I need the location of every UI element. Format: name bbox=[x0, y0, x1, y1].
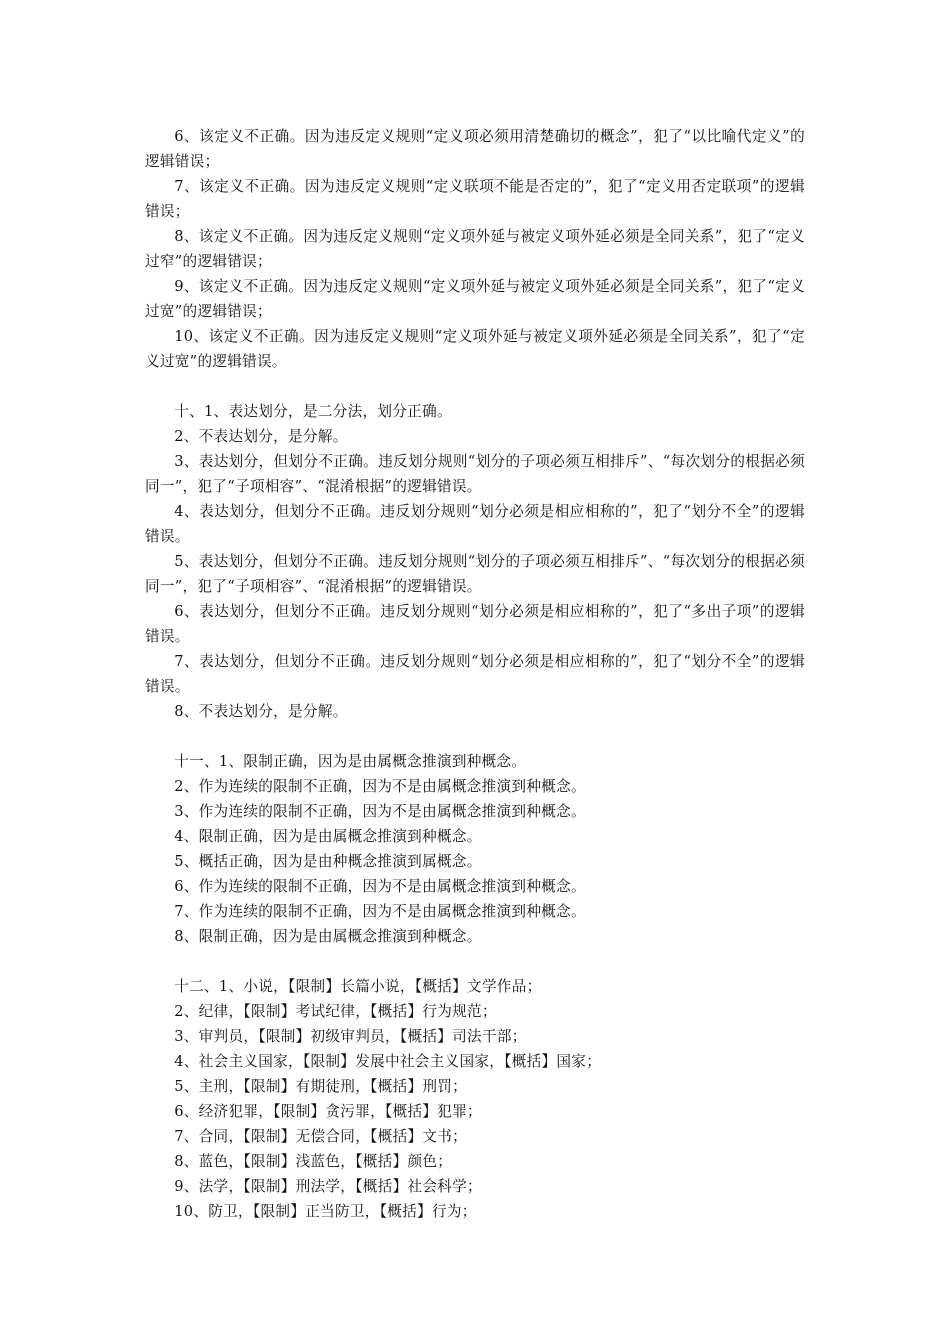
paragraph: 3、审判员，【限制】初级审判员，【概括】司法干部； bbox=[174, 1028, 527, 1045]
paragraph: 9、该定义不正确。因为违反定义规则“定义项外延与被定义项外延必须是全同关系”，犯了“定义过宽”的逻辑错误； bbox=[145, 278, 805, 320]
section-spacer bbox=[145, 949, 805, 974]
section-heading-paragraph: 十一、1、限制正确，因为是由属概念推演到种概念。 bbox=[174, 753, 527, 770]
section-heading-paragraph: 十二、1、小说，【限制】长篇小说，【概括】文学作品； bbox=[174, 978, 542, 995]
section-spacer bbox=[145, 374, 805, 399]
paragraph: 6、作为连续的限制不正确，因为不是由属概念推演到种概念。 bbox=[174, 878, 586, 895]
paragraph: 7、合同，【限制】无偿合同，【概括】文书； bbox=[174, 1128, 468, 1145]
paragraph: 8、限制正确，因为是由属概念推演到种概念。 bbox=[174, 928, 482, 945]
paragraph: 8、不表达划分，是分解。 bbox=[174, 703, 348, 720]
paragraph: 6、该定义不正确。因为违反定义规则“定义项必须用清楚确切的概念”，犯了“以比喻代定义”的逻辑错误； bbox=[145, 128, 805, 170]
definition-answers bbox=[145, 124, 805, 374]
section-heading-paragraph: 十、1、表达划分，是二分法，划分正确。 bbox=[174, 403, 452, 420]
section-spacer bbox=[145, 724, 805, 749]
paragraph: 6、经济犯罪，【限制】贪污罪，【概括】犯罪； bbox=[174, 1103, 482, 1120]
paragraph: 3、作为连续的限制不正确，因为不是由属概念推演到种概念。 bbox=[174, 803, 586, 820]
paragraph: 6、表达划分，但划分不正确。违反划分规则“划分必须是相应相称的”，犯了“多出子项”的逻辑错误。 bbox=[145, 603, 805, 645]
paragraph: 2、作为连续的限制不正确，因为不是由属概念推演到种概念。 bbox=[174, 778, 586, 795]
paragraph: 8、蓝色，【限制】浅蓝色，【概括】颜色； bbox=[174, 1153, 453, 1170]
paragraph: 7、作为连续的限制不正确，因为不是由属概念推演到种概念。 bbox=[174, 903, 586, 920]
paragraph: 4、社会主义国家，【限制】发展中社会主义国家，【概括】国家； bbox=[174, 1053, 602, 1070]
section-10-answers bbox=[145, 399, 805, 724]
paragraph: 10、防卫，【限制】正当防卫，【概括】行为； bbox=[174, 1203, 477, 1220]
paragraph: 5、概括正确，因为是由种概念推演到属概念。 bbox=[174, 853, 482, 870]
paragraph: 7、表达划分，但划分不正确。违反划分规则“划分必须是相应相称的”，犯了“划分不全”的逻辑错误。 bbox=[145, 653, 805, 695]
section-12-answers bbox=[145, 974, 805, 1224]
paragraph: 2、纪律，【限制】考试纪律，【概括】行为规范； bbox=[174, 1003, 497, 1020]
paragraph: 7、该定义不正确。因为违反定义规则“定义联项不能是否定的”，犯了“定义用否定联项”的逻辑错误； bbox=[145, 178, 805, 220]
paragraph: 4、限制正确，因为是由属概念推演到种概念。 bbox=[174, 828, 482, 845]
section-11-answers bbox=[145, 749, 805, 949]
paragraph: 3、表达划分，但划分不正确。违反划分规则“划分的子项必须互相排斥”、“每次划分的根据必须同一”，犯了“子项相容”、“混淆根据”的逻辑错误。 bbox=[145, 453, 805, 495]
document-body bbox=[145, 124, 805, 1224]
paragraph: 5、表达划分，但划分不正确。违反划分规则“划分的子项必须互相排斥”、“每次划分的根据必须同一”，犯了“子项相容”、“混淆根据”的逻辑错误。 bbox=[145, 553, 805, 595]
paragraph: 9、法学，【限制】刑法学，【概括】社会科学； bbox=[174, 1178, 482, 1195]
paragraph: 5、主刑，【限制】有期徒刑，【概括】刑罚； bbox=[174, 1078, 468, 1095]
paragraph: 4、表达划分，但划分不正确。违反划分规则“划分必须是相应相称的”，犯了“划分不全”的逻辑错误。 bbox=[145, 503, 805, 545]
paragraph: 8、该定义不正确。因为违反定义规则“定义项外延与被定义项外延必须是全同关系”，犯了“定义过窄”的逻辑错误； bbox=[145, 228, 805, 270]
paragraph: 10、该定义不正确。因为违反定义规则“定义项外延与被定义项外延必须是全同关系”，犯了“定义过宽”的逻辑错误。 bbox=[145, 328, 805, 370]
paragraph: 2、不表达划分，是分解。 bbox=[174, 428, 348, 445]
